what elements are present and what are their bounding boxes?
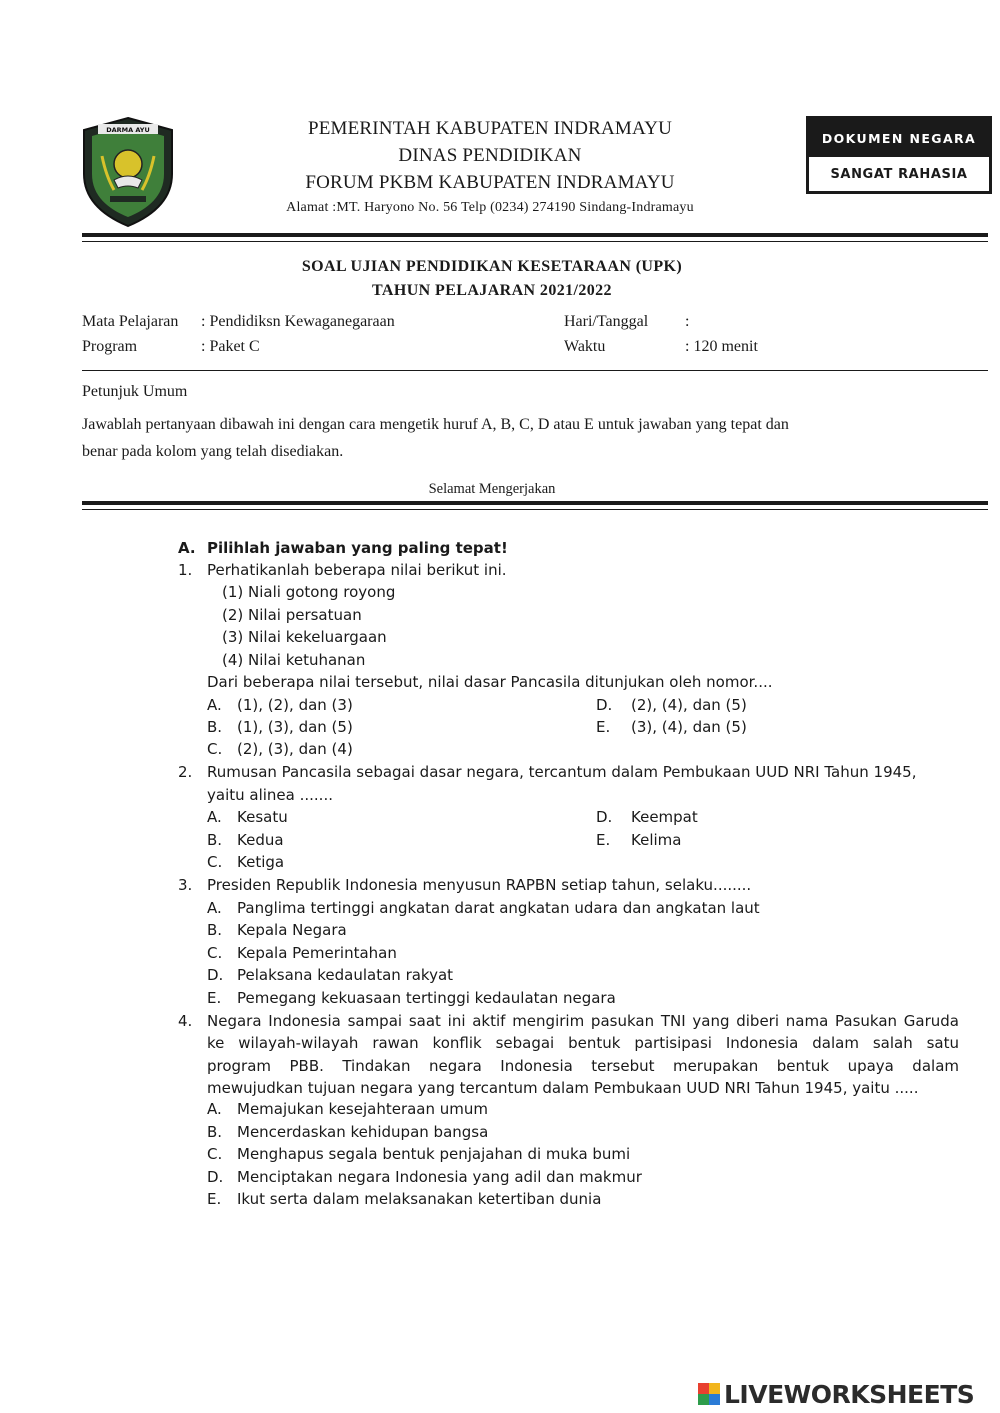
instructions-text bbox=[82, 411, 902, 465]
question-1-number: 1. bbox=[178, 561, 193, 579]
program-value: : Paket C bbox=[201, 338, 260, 355]
question-1-prompt: Dari beberapa nilai tersebut, nilai dasar Pancasila ditunjukan oleh nomor.... bbox=[207, 673, 773, 691]
option-letter: B. bbox=[207, 921, 223, 939]
question-4-text-line-1: Negara Indonesia sampai saat ini aktif mengirim pasukan TNI yang diberi nama Pasukan Garuda bbox=[207, 1012, 959, 1030]
time-value: : 120 menit bbox=[685, 338, 758, 355]
option-text: Kesatu bbox=[237, 808, 288, 826]
option-text: Kepala Negara bbox=[237, 921, 347, 939]
option-text: Menghapus segala bentuk penjajahan di muka bumi bbox=[237, 1145, 631, 1163]
instructions-divider-thin bbox=[82, 509, 988, 510]
exam-title: SOAL UJIAN PENDIDIKAN KESETARAAN (UPK) bbox=[301, 258, 683, 275]
header-forum: FORUM PKBM KABUPATEN INDRAMAYU bbox=[305, 172, 675, 193]
option-letter: C. bbox=[207, 944, 223, 962]
question-4-number: 4. bbox=[178, 1012, 193, 1030]
option-letter: A. bbox=[207, 1100, 222, 1118]
option-text: (1), (2), dan (3) bbox=[237, 696, 353, 714]
liveworksheets-text: LIVEWORKSHEETS bbox=[724, 1379, 975, 1409]
option-letter: C. bbox=[207, 853, 223, 871]
option-letter: D. bbox=[207, 966, 224, 984]
header-divider-thin bbox=[82, 241, 988, 242]
option-letter: B. bbox=[207, 1123, 223, 1141]
section-heading: Pilihlah jawaban yang paling tepat! bbox=[207, 539, 508, 557]
option-text: Pemegang kekuasaan tertinggi kedaulatan negara bbox=[237, 989, 616, 1007]
liveworksheets-logo-icon bbox=[698, 1383, 720, 1405]
instructions-heading: Petunjuk Umum bbox=[82, 383, 188, 400]
option-text: Kedua bbox=[237, 831, 284, 849]
logo-square bbox=[698, 1394, 709, 1405]
question-1-text: Perhatikanlah beberapa nilai berikut ini. bbox=[207, 561, 507, 579]
classification-top: DOKUMEN NEGARA bbox=[809, 119, 989, 157]
question-4-text-line-3: program PBB. Tindakan negara Indonesia tersebut merupakan bentuk upaya dalam bbox=[207, 1057, 959, 1075]
option-letter: E. bbox=[207, 989, 222, 1007]
question-1-item: (4) Nilai ketuhanan bbox=[222, 651, 366, 669]
subject-value: : Pendidiksn Kewaganegaraan bbox=[201, 313, 395, 330]
option-letter: B. bbox=[207, 718, 223, 736]
header-government: PEMERINTAH KABUPATEN INDRAMAYU bbox=[307, 118, 673, 139]
instructions-divider-thick bbox=[82, 501, 988, 505]
question-4-text-line-2: ke wilayah-wilayah rawan konflik sebagai bentuk partisipasi Indonesia dalam salah satu bbox=[207, 1034, 959, 1052]
info-divider bbox=[82, 370, 988, 371]
option-text: Keempat bbox=[631, 808, 698, 826]
option-letter: C. bbox=[207, 1145, 223, 1163]
option-text: (3), (4), dan (5) bbox=[631, 718, 747, 736]
program-label: Program bbox=[82, 338, 138, 355]
header-divider-thick bbox=[82, 233, 988, 237]
question-1-item: (2) Nilai persatuan bbox=[222, 606, 362, 624]
header-address: Alamat :MT. Haryono No. 56 Telp (0234) 274190 Sindang-Indramayu bbox=[286, 200, 694, 215]
option-text: Kepala Pemerintahan bbox=[237, 944, 397, 962]
option-text: Menciptakan negara Indonesia yang adil dan makmur bbox=[237, 1168, 642, 1186]
header-office: DINAS PENDIDIKAN bbox=[398, 145, 582, 166]
option-text: (1), (3), dan (5) bbox=[237, 718, 353, 736]
classification-bottom: SANGAT RAHASIA bbox=[830, 166, 968, 182]
option-letter: B. bbox=[207, 831, 223, 849]
option-text: Ikut serta dalam melaksanakan ketertiban dunia bbox=[237, 1190, 602, 1208]
option-letter: D. bbox=[596, 808, 613, 826]
question-2-text-line-2: yaitu alinea ....... bbox=[207, 786, 333, 804]
question-2-text-line-1: Rumusan Pancasila sebagai dasar negara, tercantum dalam Pembukaan UUD NRI Tahun 1945, bbox=[207, 763, 917, 781]
liveworksheets-watermark[interactable] bbox=[698, 1380, 974, 1408]
option-letter: D. bbox=[596, 696, 613, 714]
question-1-item: (1) Niali gotong royong bbox=[222, 583, 396, 601]
question-3-number: 3. bbox=[178, 876, 193, 894]
option-text: Panglima tertinggi angkatan darat angkatan udara dan angkatan laut bbox=[237, 899, 760, 917]
instructions-line-1: Jawablah pertanyaan dibawah ini dengan cara mengetik huruf A, B, C, D atau E untuk jawaban yang tepat dan bbox=[82, 416, 789, 433]
classification-box bbox=[806, 116, 992, 194]
day-label: Hari/Tanggal bbox=[564, 313, 649, 330]
question-3-text: Presiden Republik Indonesia menyusun RAPBN setiap tahun, selaku........ bbox=[207, 876, 752, 894]
logo-square bbox=[709, 1394, 720, 1405]
option-text: Ketiga bbox=[237, 853, 285, 871]
closing-greeting: Selamat Mengerjakan bbox=[428, 481, 556, 497]
question-4-text-line-4: mewujudkan tujuan negara yang tercantum dalam Pembukaan UUD NRI Tahun 1945, yaitu ..... bbox=[207, 1079, 919, 1097]
option-text: (2), (4), dan (5) bbox=[631, 696, 747, 714]
option-text: Mencerdaskan kehidupan bangsa bbox=[237, 1123, 489, 1141]
option-letter: A. bbox=[207, 696, 222, 714]
section-letter: A. bbox=[178, 539, 196, 557]
question-1-item: (3) Nilai kekeluargaan bbox=[222, 628, 387, 646]
logo-square bbox=[709, 1383, 720, 1394]
instructions-line-2: benar pada kolom yang telah disediakan. bbox=[82, 443, 344, 460]
subject-label: Mata Pelajaran bbox=[82, 313, 179, 330]
option-letter: E. bbox=[596, 718, 611, 736]
option-letter: E. bbox=[207, 1190, 222, 1208]
day-value: : bbox=[685, 313, 690, 330]
time-label: Waktu bbox=[564, 338, 606, 355]
option-text: Kelima bbox=[631, 831, 682, 849]
logo-square bbox=[698, 1383, 709, 1394]
option-letter: A. bbox=[207, 899, 222, 917]
question-2-number: 2. bbox=[178, 763, 193, 781]
regency-logo bbox=[80, 116, 176, 228]
option-letter: D. bbox=[207, 1168, 224, 1186]
exam-year: TAHUN PELAJARAN 2021/2022 bbox=[372, 282, 612, 299]
option-letter: E. bbox=[596, 831, 611, 849]
option-letter: C. bbox=[207, 740, 223, 758]
logo-text: DARMA AYU bbox=[106, 126, 150, 134]
option-letter: A. bbox=[207, 808, 222, 826]
option-text: Pelaksana kedaulatan rakyat bbox=[237, 966, 454, 984]
option-text: Memajukan kesejahteraan umum bbox=[237, 1100, 489, 1118]
option-text: (2), (3), dan (4) bbox=[237, 740, 353, 758]
